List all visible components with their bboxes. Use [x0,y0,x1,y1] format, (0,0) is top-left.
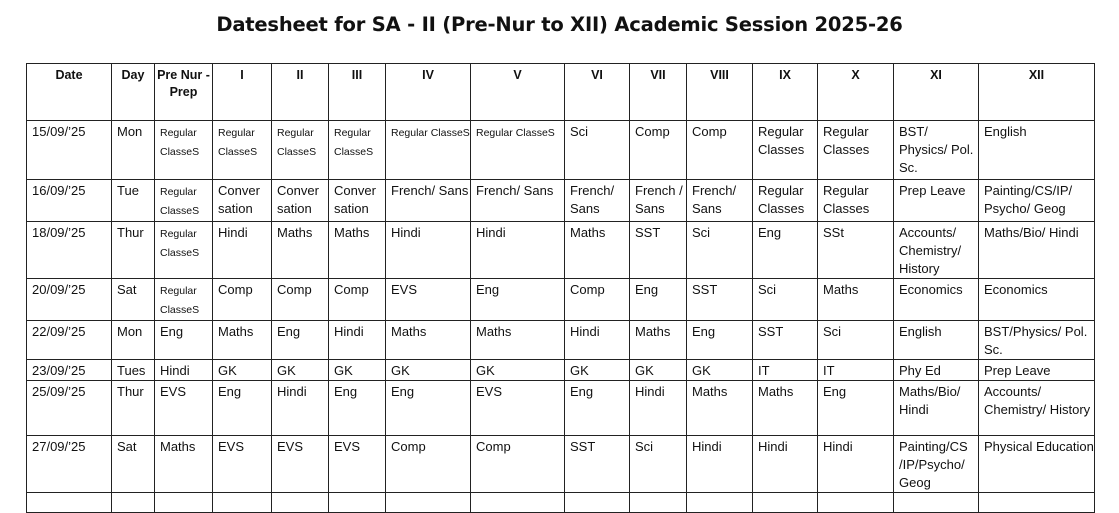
table-cell: GK [272,360,329,381]
table-row [27,360,1095,381]
table-cell [27,493,112,513]
table-cell: EVS [471,381,565,436]
table-cell: Hindi [687,436,753,493]
table-cell: Maths [471,321,565,360]
column-header: VIII [687,64,753,121]
table-cell: Eng [329,381,386,436]
table-row [27,222,1095,279]
table-row [27,279,1095,321]
table-cell: French/ Sans [471,180,565,222]
table-cell: Regular Classes [753,180,818,222]
table-cell: Sci [687,222,753,279]
datesheet-table [26,63,1095,513]
table-cell: Eng [386,381,471,436]
table-cell: GK [687,360,753,381]
column-header: IV [386,64,471,121]
table-cell: Regular ClasseS [155,279,213,321]
column-header: XI [894,64,979,121]
table-cell: 20/09/’25 [27,279,112,321]
table-cell: SST [753,321,818,360]
table-cell: Phy Ed [894,360,979,381]
table-cell [272,493,329,513]
table-cell: Comp [630,121,687,180]
table-cell [753,493,818,513]
table-cell: 22/09/’25 [27,321,112,360]
table-cell: Sci [565,121,630,180]
table-cell: SST [630,222,687,279]
table-cell [894,493,979,513]
table-cell: Accounts/ Chemistry/ History [979,381,1095,436]
table-cell: BST/ Physics/ Pol. Sc. [894,121,979,180]
table-cell: Hindi [329,321,386,360]
table-cell: Mon [112,321,155,360]
table-cell: Eng [565,381,630,436]
table-cell: 15/09/’25 [27,121,112,180]
table-cell [471,493,565,513]
table-cell: Eng [471,279,565,321]
table-cell: Prep Leave [979,360,1095,381]
table-cell: GK [329,360,386,381]
table-cell: Maths [155,436,213,493]
table-cell: Maths/Bio/ Hindi [979,222,1095,279]
table-cell: GK [471,360,565,381]
table-cell: Maths [687,381,753,436]
column-header: VI [565,64,630,121]
table-cell: French/ Sans [386,180,471,222]
table-cell: Maths/Bio/ Hindi [894,381,979,436]
table-cell: Conver sation [213,180,272,222]
table-cell [112,493,155,513]
table-cell: French/ Sans [687,180,753,222]
column-header: X [818,64,894,121]
table-cell: Regular ClasseS [329,121,386,180]
table-cell: Eng [213,381,272,436]
table-cell: Comp [471,436,565,493]
table-cell: 27/09/’25 [27,436,112,493]
table-cell: Comp [272,279,329,321]
table-cell: Sat [112,436,155,493]
table-row [27,180,1095,222]
table-cell [818,493,894,513]
table-row [27,321,1095,360]
header-row [27,64,1095,121]
table-cell: Eng [155,321,213,360]
column-header: Pre Nur - Prep [155,64,213,121]
column-header: Date [27,64,112,121]
table-cell: Painting/CS /IP/Psycho/ Geog [894,436,979,493]
table-cell: 16/09/’25 [27,180,112,222]
column-header: II [272,64,329,121]
table-cell: Regular ClasseS [272,121,329,180]
table-cell: Maths [753,381,818,436]
table-cell: French / Sans [630,180,687,222]
table-cell: Prep Leave [894,180,979,222]
table-cell: GK [386,360,471,381]
column-header: V [471,64,565,121]
table-cell [630,493,687,513]
column-header: VII [630,64,687,121]
table-cell: Hindi [213,222,272,279]
table-cell: English [979,121,1095,180]
table-cell: Hindi [155,360,213,381]
table-cell: SST [687,279,753,321]
table-cell: Hindi [630,381,687,436]
table-cell [687,493,753,513]
table-cell: Eng [687,321,753,360]
table-cell: Accounts/ Chemistry/ History [894,222,979,279]
table-cell: Comp [565,279,630,321]
table-cell: Maths [818,279,894,321]
table-cell: Regular ClasseS [213,121,272,180]
column-header: I [213,64,272,121]
table-cell: Painting/CS/IP/ Psycho/ Geog [979,180,1095,222]
table-cell [329,493,386,513]
table-cell: Eng [272,321,329,360]
table-cell: Maths [213,321,272,360]
table-cell: Regular ClasseS [155,222,213,279]
table-cell: EVS [213,436,272,493]
table-cell: Hindi [565,321,630,360]
table-cell [565,493,630,513]
table-cell: GK [630,360,687,381]
table-cell: Maths [329,222,386,279]
table-cell: Physical Education [979,436,1095,493]
table-cell: Hindi [818,436,894,493]
table-cell: Sci [753,279,818,321]
table-cell: Regular Classes [753,121,818,180]
table-cell: Regular Classes [818,121,894,180]
table-cell: Regular Classes [818,180,894,222]
table-row [27,381,1095,436]
table-cell: 18/09/’25 [27,222,112,279]
table-cell: Mon [112,121,155,180]
table-cell: Thur [112,381,155,436]
table-cell: GK [565,360,630,381]
table-cell: Economics [894,279,979,321]
table-cell: Comp [329,279,386,321]
table-row [27,493,1095,513]
table-cell [386,493,471,513]
table-cell: Sci [818,321,894,360]
table-cell: English [894,321,979,360]
table-cell: EVS [272,436,329,493]
column-header: IX [753,64,818,121]
column-header: III [329,64,386,121]
table-cell: Conver sation [272,180,329,222]
table-cell: Eng [818,381,894,436]
table-cell [979,493,1095,513]
table-cell: IT [818,360,894,381]
table-cell: Hindi [471,222,565,279]
page-title: Datesheet for SA - II (Pre-Nur to XII) Academic Session 2025-26 [216,13,903,36]
table-row [27,121,1095,180]
table-cell: 23/09/’25 [27,360,112,381]
table-cell: Comp [386,436,471,493]
table-cell: Regular ClasseS [471,121,565,180]
table-cell: Hindi [386,222,471,279]
table-cell: French/ Sans [565,180,630,222]
table-cell: Sat [112,279,155,321]
table-cell: Tues [112,360,155,381]
column-header: XII [979,64,1095,121]
table-cell: 25/09/’25 [27,381,112,436]
table-cell: EVS [386,279,471,321]
table-cell: Tue [112,180,155,222]
table-cell: BST/Physics/ Pol. Sc. [979,321,1095,360]
column-header: Day [112,64,155,121]
table-cell: Maths [565,222,630,279]
table-cell: EVS [155,381,213,436]
table-cell: Regular ClasseS [155,121,213,180]
table-cell: Thur [112,222,155,279]
table-cell: Economics [979,279,1095,321]
table-cell: EVS [329,436,386,493]
table-cell: Maths [630,321,687,360]
table-cell: SST [565,436,630,493]
table-cell: Conver sation [329,180,386,222]
table-cell: Eng [753,222,818,279]
table-cell: GK [213,360,272,381]
table-cell: Regular ClasseS [155,180,213,222]
table-cell: Hindi [753,436,818,493]
table-cell [155,493,213,513]
table-row [27,436,1095,493]
table-cell: SSt [818,222,894,279]
table-cell: Eng [630,279,687,321]
table-cell: Hindi [272,381,329,436]
table-cell: Comp [687,121,753,180]
table-cell: Maths [272,222,329,279]
table-cell [213,493,272,513]
table-cell: Regular ClasseS [386,121,471,180]
table-cell: Maths [386,321,471,360]
table-cell: IT [753,360,818,381]
table-cell: Comp [213,279,272,321]
table-cell: Sci [630,436,687,493]
